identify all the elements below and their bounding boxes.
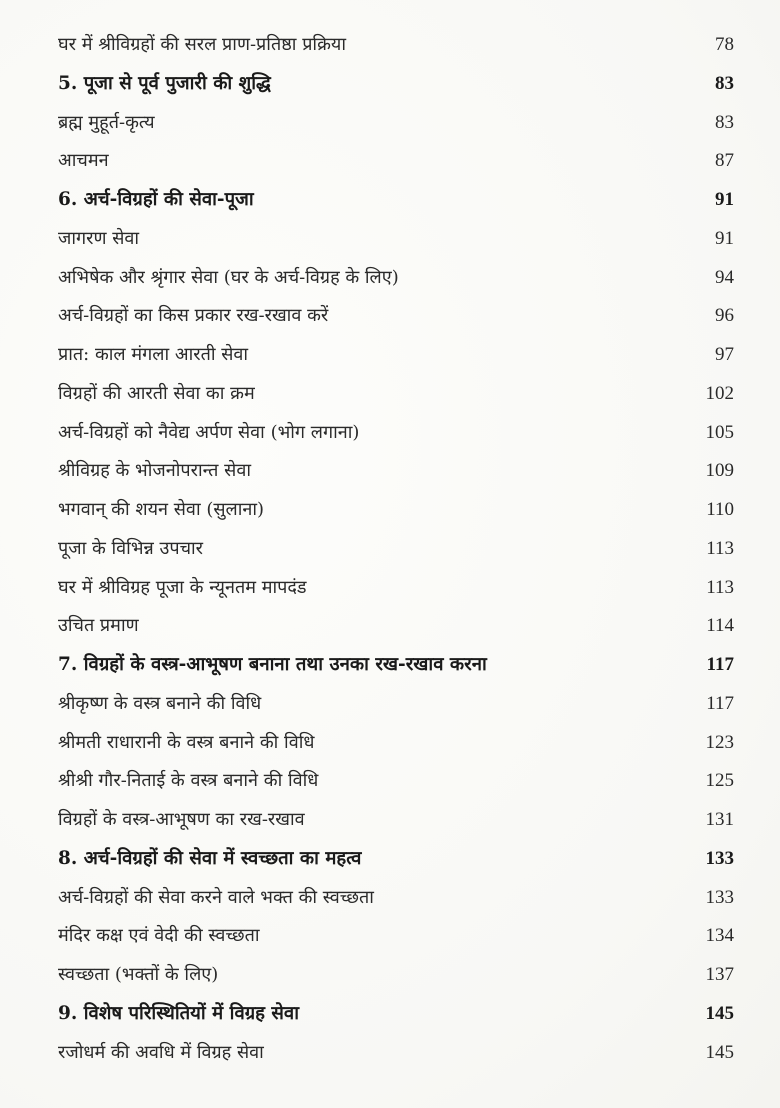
toc-entry — [58, 917, 734, 956]
toc-entry-title: आचमन — [58, 150, 109, 172]
toc-chapter-title: 5. पूजा से पूर्व पुजारी की शुद्धि — [58, 72, 271, 94]
toc-entry-title: श्रीकृष्ण के वस्त्र बनाने की विधि — [58, 692, 262, 714]
toc-entry — [58, 762, 734, 801]
toc-entry-page: 91 — [715, 227, 734, 249]
toc-entry — [58, 336, 734, 375]
toc-chapter-heading — [58, 840, 734, 879]
toc-entry-page: 117 — [706, 692, 734, 714]
toc-entry-title: विग्रहों की आरती सेवा का क्रम — [58, 382, 255, 404]
toc-entry — [58, 297, 734, 336]
toc-chapter-page: 117 — [706, 654, 734, 675]
toc-chapter-title: 6. अर्च-विग्रहों की सेवा-पूजा — [58, 189, 254, 210]
toc-entry — [58, 414, 734, 453]
toc-entry-title: स्वच्छता (भक्तों के लिए) — [58, 964, 219, 985]
toc-entry — [58, 530, 734, 569]
toc-entry-title: घर में श्रीविग्रहों की सरल प्राण-प्रतिष्ठा प्रक्रिया — [58, 34, 347, 55]
toc-chapter-page: 91 — [715, 189, 734, 210]
toc-entry-page: 145 — [705, 1041, 734, 1063]
toc-entry — [58, 1034, 734, 1073]
toc-chapter-page: 83 — [715, 72, 734, 94]
toc-entry-title: ब्रह्म मुहूर्त-कृत्य — [58, 111, 155, 133]
toc-entry-title: अभिषेक और श्रृंगार सेवा (घर के अर्च-विग्रह के लिए) — [58, 266, 399, 288]
toc-entry — [58, 220, 734, 259]
toc-chapter-heading — [58, 995, 734, 1034]
table-of-contents — [58, 26, 734, 1072]
toc-entry — [58, 607, 734, 646]
toc-entry-page: 83 — [715, 111, 734, 133]
toc-entry-title: मंदिर कक्ष एवं वेदी की स्वच्छता — [58, 925, 260, 947]
toc-entry — [58, 569, 734, 608]
toc-entry — [58, 142, 734, 181]
toc-entry-page: 102 — [705, 382, 734, 404]
toc-entry-title: अर्च-विग्रहों की सेवा करने वाले भक्त की स्वच्छता — [58, 886, 374, 908]
toc-entry-page: 87 — [715, 150, 734, 172]
toc-entry-page: 109 — [705, 460, 734, 482]
toc-entry-title: रजोधर्म की अवधि में विग्रह सेवा — [58, 1041, 264, 1063]
toc-entry-page: 113 — [706, 576, 734, 598]
toc-entry-title: उचित प्रमाण — [58, 615, 139, 637]
toc-entry-title: भगवान् की शयन सेवा (सुलाना) — [58, 499, 265, 520]
toc-chapter-heading — [58, 65, 734, 104]
toc-entry — [58, 956, 734, 995]
toc-entry-page: 94 — [715, 266, 734, 288]
toc-entry-page: 96 — [715, 305, 734, 327]
toc-entry — [58, 452, 734, 491]
toc-entry-page: 114 — [706, 615, 734, 637]
toc-entry — [58, 724, 734, 763]
toc-chapter-title: 9. विशेष परिस्थितियों में विग्रह सेवा — [58, 1002, 300, 1024]
toc-entry-title: श्रीविग्रह के भोजनोपरान्त सेवा — [58, 460, 251, 482]
toc-entry-title: घर में श्रीविग्रह पूजा के न्यूनतम मापदंड — [58, 576, 307, 598]
toc-chapter-page: 145 — [705, 1002, 734, 1024]
toc-entry-page: 125 — [705, 770, 734, 792]
toc-chapter-title: 7. विग्रहों के वस्त्र-आभूषण बनाना तथा उनका रख-रखाव करना — [58, 654, 487, 675]
toc-entry — [58, 104, 734, 143]
toc-entry-page: 123 — [705, 731, 734, 753]
toc-entry — [58, 375, 734, 414]
toc-entry-page: 133 — [705, 886, 734, 908]
toc-entry-page: 113 — [706, 537, 734, 559]
toc-entry-title: जागरण सेवा — [58, 227, 140, 249]
toc-entry-page: 131 — [705, 809, 734, 830]
toc-entry-page: 97 — [715, 344, 734, 365]
toc-entry — [58, 259, 734, 298]
toc-entry-page: 137 — [705, 964, 734, 985]
toc-entry-page: 110 — [706, 499, 734, 520]
toc-entry — [58, 879, 734, 918]
toc-entry-title: विग्रहों के वस्त्र-आभूषण का रख-रखाव — [58, 809, 305, 830]
toc-entry — [58, 491, 734, 530]
toc-chapter-heading — [58, 181, 734, 220]
toc-chapter-page: 133 — [705, 847, 734, 869]
toc-entry-page: 105 — [705, 421, 734, 443]
toc-entry-title: श्रीमती राधारानी के वस्त्र बनाने की विधि — [58, 731, 315, 753]
toc-entry-title: अर्च-विग्रहों का किस प्रकार रख-रखाव करें — [58, 305, 329, 327]
toc-entry-title: पूजा के विभिन्न उपचार — [58, 537, 204, 559]
toc-entry — [58, 685, 734, 724]
toc-entry — [58, 26, 734, 65]
toc-chapter-title: 8. अर्च-विग्रहों की सेवा में स्वच्छता का महत्व — [58, 847, 362, 869]
toc-entry-page: 78 — [715, 34, 734, 55]
toc-entry-title: अर्च-विग्रहों को नैवेद्य अर्पण सेवा (भोग लगाना) — [58, 421, 360, 443]
toc-entry-title: श्रीश्री गौर-निताई के वस्त्र बनाने की विधि — [58, 770, 319, 792]
toc-entry-page: 134 — [705, 925, 734, 947]
toc-chapter-heading — [58, 646, 734, 685]
toc-entry — [58, 801, 734, 840]
toc-entry-title: प्रात: काल मंगला आरती सेवा — [58, 344, 249, 365]
